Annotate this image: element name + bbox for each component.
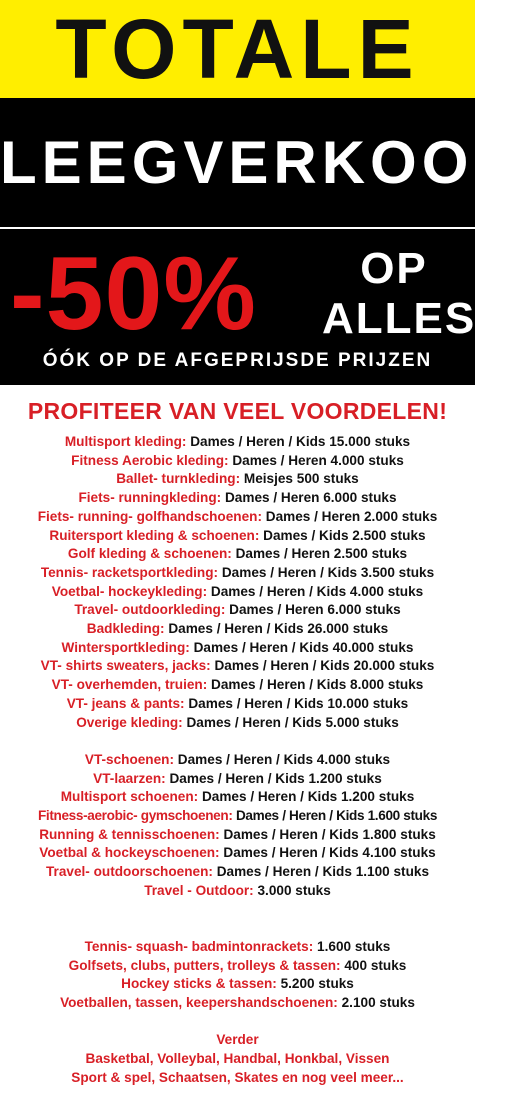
product-list <box>0 433 475 1088</box>
list-item-value: 2.100 stuks <box>341 995 415 1011</box>
list-item-value: Dames / Heren / Kids 5.000 stuks <box>186 714 399 730</box>
list-item-label: VT-schoenen: <box>84 751 175 767</box>
list-item <box>0 975 475 994</box>
discount-alles-text: ALLES! <box>322 294 493 343</box>
list-item <box>0 770 475 789</box>
list-item <box>0 583 475 602</box>
list-item-value: Dames / Heren / Kids 4.000 stuks <box>210 583 424 599</box>
list-item <box>0 601 475 620</box>
list-item-label: Fitness-aerobic- gymschoenen: <box>37 808 233 824</box>
list-item-label: Travel - Outdoor: <box>144 882 254 898</box>
list-item-value: 3.000 stuks <box>257 882 331 898</box>
list-item-value: Dames / Heren / Kids 1.100 stuks <box>216 864 430 880</box>
shoes-group <box>0 751 475 901</box>
list-item-label: Fiets- runningkleding: <box>78 490 222 506</box>
list-item <box>0 564 475 583</box>
top-banner <box>0 0 475 98</box>
list-item-label: Ruitersport kleding & schoenen: <box>49 527 260 543</box>
list-item-value: Dames / Heren 6.000 stuks <box>229 602 401 618</box>
middle-banner-text: LEEGVERKOOP <box>0 129 518 196</box>
headline: PROFITEER VAN VEEL VOORDELEN! <box>27 398 448 424</box>
list-item <box>0 751 475 770</box>
list-item <box>0 882 475 901</box>
list-item-label: Golfsets, clubs, putters, trolleys & tassen: <box>68 957 341 973</box>
list-item-label: Multisport schoenen: <box>60 789 199 805</box>
list-item-value: 400 stuks <box>344 957 407 973</box>
list-item <box>0 957 475 976</box>
list-item-value: Dames / Heren / Kids 1.800 stuks <box>223 826 436 842</box>
list-item-value: Dames / Heren / Kids 26.000 stuks <box>168 621 389 637</box>
list-item-value: Dames / Heren / Kids 8.000 stuks <box>211 677 424 693</box>
discount-subline: ÓÓK OP DE AFGEPRIJSDE PRIJZEN <box>42 350 433 371</box>
list-item-value: Dames / Heren / Kids 4.000 stuks <box>177 751 391 767</box>
list-item-value: Dames / Heren 2.500 stuks <box>235 546 408 562</box>
list-item-value: Meisjes 500 stuks <box>243 471 359 487</box>
list-item <box>0 695 475 714</box>
list-item <box>0 545 475 564</box>
list-item <box>0 489 475 508</box>
list-item-label: Travel- outdoorkleding: <box>74 602 226 618</box>
list-item <box>0 676 475 695</box>
list-item <box>0 620 475 639</box>
list-item <box>0 452 475 471</box>
list-item <box>0 826 475 845</box>
list-item-label: Ballet- turnkleding: <box>116 471 241 487</box>
list-item-value: Dames / Heren / Kids 20.000 stuks <box>214 658 435 674</box>
list-item-label: Voetbal- hockeykleding: <box>51 583 208 599</box>
list-item-label: Overige kleding: <box>76 714 183 730</box>
list-item <box>0 714 475 733</box>
list-item-label: VT- overhemden, truien: <box>51 677 208 693</box>
list-item <box>0 788 475 807</box>
list-item-label: Tennis- squash- badmintonrackets: <box>84 938 314 954</box>
list-item <box>0 508 475 527</box>
list-item-label: Tennis- racketsportkleding: <box>40 564 219 580</box>
list-item-label: Hockey sticks & tassen: <box>121 976 277 992</box>
list-item-value: Dames / Heren / Kids 40.000 stuks <box>193 639 414 655</box>
discount-banner <box>0 229 493 385</box>
verder-line-1: Basketbal, Volleybal, Handbal, Honkbal, Vissen <box>85 1051 390 1067</box>
list-item <box>0 807 475 826</box>
list-item-value: Dames / Heren 4.000 stuks <box>232 452 404 468</box>
list-item-label: Voetbal & hockeyschoenen: <box>39 845 220 861</box>
list-item-value: Dames / Heren / Kids 4.100 stuks <box>223 845 436 861</box>
verder-line-2: Sport & spel, Schaatsen, Skates en nog veel meer... <box>71 1069 404 1085</box>
list-item-label: Voetballen, tassen, keepershandschoenen: <box>60 995 338 1011</box>
list-item-value: Dames / Heren 6.000 stuks <box>224 490 397 506</box>
list-item-value: Dames / Heren / Kids 1.200 stuks <box>169 770 382 786</box>
list-item-value: Dames / Heren / Kids 3.500 stuks <box>221 564 435 580</box>
list-item-value: Dames / Heren 2.000 stuks <box>265 508 438 524</box>
list-item-value: Dames / Heren / Kids 1.600 stuks <box>235 808 438 824</box>
list-item <box>0 844 475 863</box>
group-spacer <box>0 732 475 751</box>
list-item <box>0 994 475 1013</box>
list-item-label: Multisport kleding: <box>64 434 187 449</box>
list-item <box>0 657 475 676</box>
list-item <box>0 863 475 882</box>
group-spacer <box>0 1013 475 1032</box>
top-banner-text: TOTALE <box>55 2 420 96</box>
list-item-label: Travel- outdoorschoenen: <box>45 864 213 880</box>
list-item-value: 5.200 stuks <box>280 976 354 992</box>
list-item-value: Dames / Kids 2.500 stuks <box>263 527 426 543</box>
list-item-label: Badkleding: <box>86 621 165 637</box>
list-item-label: Running & tennisschoenen: <box>39 826 220 842</box>
list-item-label: VT-laarzen: <box>93 770 166 786</box>
discount-percentage: -50% <box>10 236 257 352</box>
equipment-group <box>0 938 475 1013</box>
list-item <box>0 470 475 489</box>
list-item-label: Golf kleding & schoenen: <box>67 546 232 562</box>
list-item <box>0 433 475 452</box>
list-item-label: Fiets- running- golfhandschoenen: <box>37 508 262 524</box>
list-item <box>0 938 475 957</box>
group-spacer <box>0 901 475 938</box>
verder-title: Verder <box>216 1032 259 1048</box>
list-item-value: 1.600 stuks <box>317 938 391 954</box>
list-item-label: VT- shirts sweaters, jacks: <box>40 658 211 674</box>
list-item-label: Wintersportkleding: <box>61 639 190 655</box>
list-item-value: Dames / Heren / Kids 10.000 stuks <box>188 695 409 711</box>
list-item-label: VT- jeans & pants: <box>66 695 185 711</box>
list-item <box>0 527 475 546</box>
clothing-group <box>0 433 475 732</box>
list-item-value: Dames / Heren / Kids 15.000 stuks <box>190 434 411 449</box>
list-item <box>0 639 475 658</box>
list-item-value: Dames / Heren / Kids 1.200 stuks <box>201 789 415 805</box>
list-item-label: Fitness Aerobic kleding: <box>71 452 229 468</box>
discount-op-text: OP <box>360 244 428 293</box>
middle-banner <box>0 98 518 227</box>
